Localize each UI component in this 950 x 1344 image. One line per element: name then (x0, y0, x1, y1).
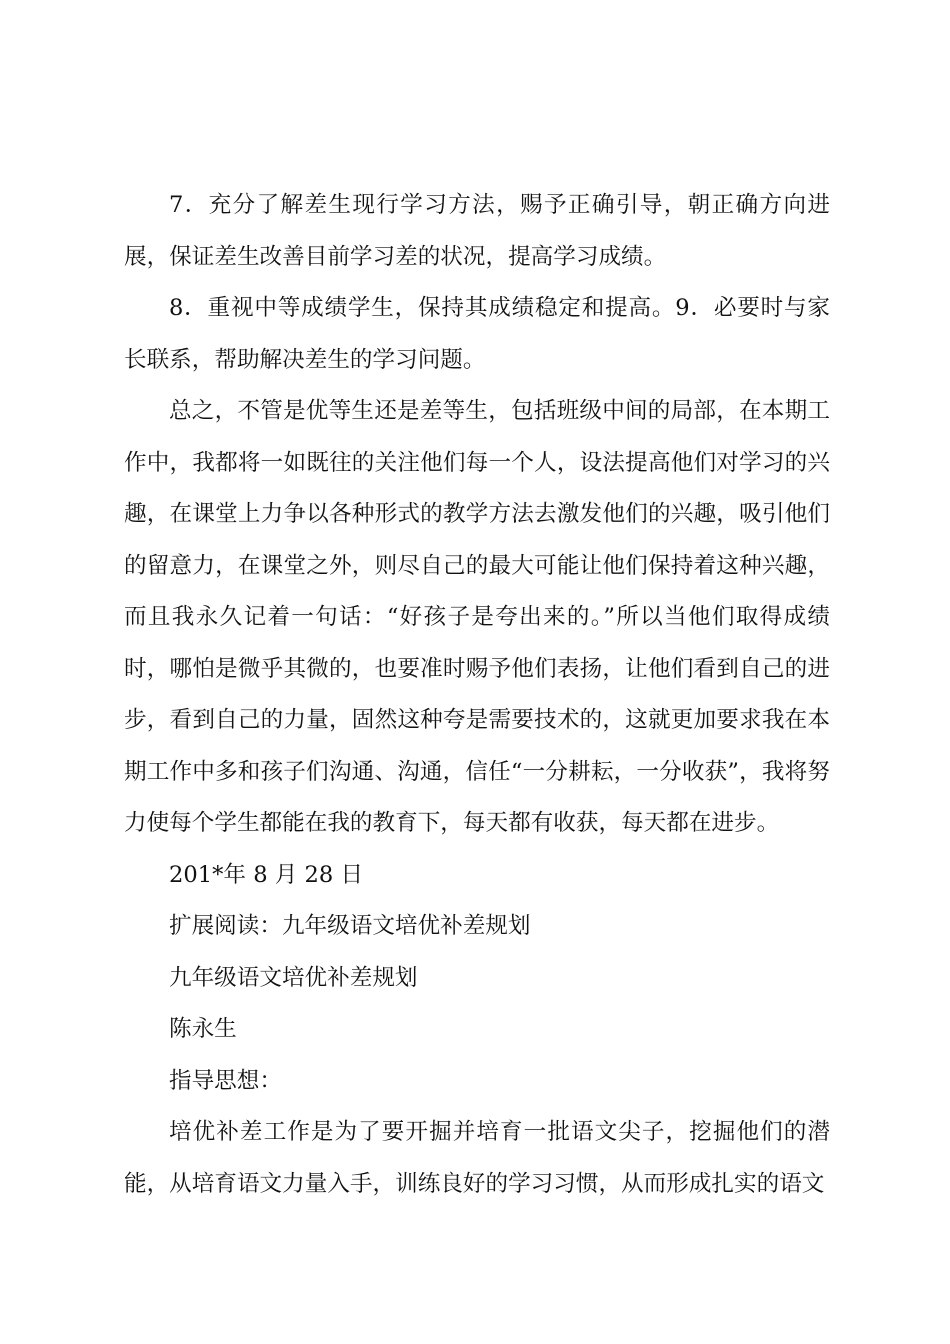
section-heading: 指导思想： (169, 1067, 282, 1094)
extended-reading-label: 扩展阅读：九年级语文培优补差规划 (169, 913, 531, 939)
document-subtitle: 九年级语文培优补差规划 (169, 964, 418, 991)
document-author: 陈永生 (169, 1016, 237, 1042)
paragraph-item-7: 7．充分了解差生现行学习方法，赐予正确引导，朝正确方向进展，保证差生改善目前学习差的状况，提高学习成绩。 (124, 192, 830, 270)
document-date: 201*年 8 月 28 日 (169, 861, 364, 888)
paragraph-item-8-9: 8．重视中等成绩学生，保持其成绩稳定和提高。9．必要时与家长联系，帮助解决差生的学习问题。 (124, 295, 830, 373)
paragraph-guiding-thought: 培优补差工作是为了要开掘并培育一批语文尖子，挖掘他们的潜能，从培育语文力量入手，训练良好的学习习惯，从而形成扎实的语文 (124, 1119, 830, 1197)
document-body (124, 180, 830, 1210)
paragraph-summary: 总之，不管是优等生还是差等生，包括班级中间的局部，在本期工作中，我都将一如既往的关注他们每一个人，设法提高他们对学习的兴趣，在课堂上力争以各种形式的教学方法去激发他们的兴趣，吸引他们的留意力，在课堂之外，则尽自己的最大可能让他们保持着这种兴趣，而且我永久记着一句话：“好孩子是夸出来的。”所以当他们取得成绩时，哪怕是微乎其微的，也要准时赐予他们表扬，让他们看到自己的进步，看到自己的力量，固然这种夸是需要技术的，这就更加要求我在本期工作中多和孩子们沟通、沟通，信任“一分耕耘，一分收获”，我将努力使每个学生都能在我的教育下，每天都有收获，每天都在进步。 (124, 398, 830, 836)
